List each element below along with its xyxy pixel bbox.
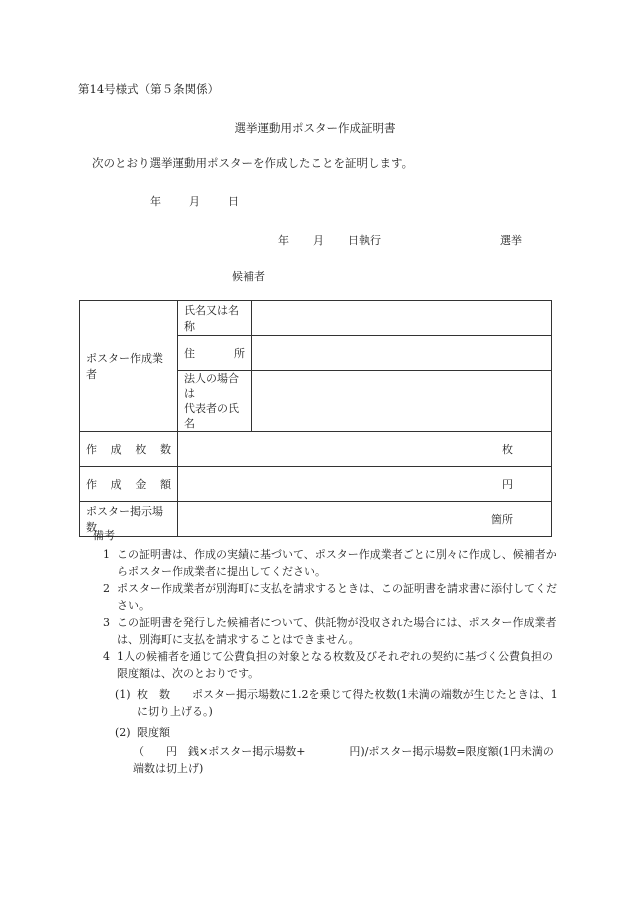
certificate-table xyxy=(79,300,552,537)
count-label-char: 作 xyxy=(86,443,97,456)
candidate-label: 候補者 xyxy=(232,270,265,283)
date-day: 日 xyxy=(228,195,239,208)
note-text: ポスター作成業者が別海町に支払を請求するときは、この証明書を請求書に添付してください。 xyxy=(117,582,557,612)
sub-item-limit xyxy=(93,724,563,741)
sub-text: 限度額 xyxy=(137,726,170,739)
sub-item-count xyxy=(93,686,563,720)
date-month: 月 xyxy=(189,195,200,208)
note-item xyxy=(93,648,563,682)
limit-formula: （ 円 銭×ポスター掲示場数+ 円)/ポスター掲示場数=限度額(1円未満の端数は切上げ) xyxy=(133,745,554,775)
name-label-cell xyxy=(178,301,252,336)
note-text: 1人の候補者を通じて公費負担の対象となる枚数及びそれぞれの契約に基づく公費負担の限度額は、次のとおりです。 xyxy=(117,650,553,680)
election-date xyxy=(278,232,381,248)
amount-unit: 円 xyxy=(502,478,513,491)
maker-label-cell xyxy=(80,301,178,432)
note-number: 3 xyxy=(103,616,110,629)
form-number: 第14号様式（第５条関係） xyxy=(78,82,220,96)
amount-label-char: 額 xyxy=(159,478,171,491)
notes-section xyxy=(93,527,563,777)
address-label-cell xyxy=(178,336,252,371)
amount-label-char: 成 xyxy=(110,478,122,491)
note-item xyxy=(93,546,563,580)
date-year: 年 xyxy=(150,195,161,208)
count-value-cell[interactable] xyxy=(178,432,552,467)
note-item xyxy=(93,614,563,648)
note-item xyxy=(93,580,563,614)
certification-date xyxy=(150,193,239,209)
table-row xyxy=(80,301,552,336)
count-unit: 枚 xyxy=(502,443,513,456)
name-value-cell[interactable] xyxy=(252,301,552,336)
table-row xyxy=(80,432,552,467)
note-text: この証明書を発行した候補者について、供託物が没収された場合には、ポスター作成業者は、別海町に支払を請求することはできません。 xyxy=(117,616,557,646)
sub-text: 枚 数 ポスター掲示場数に1.2を乗じて得た枚数(1未満の端数が生じたときは、1に切り上げる。) xyxy=(137,688,558,718)
maker-label: ポスター作成業者 xyxy=(86,352,163,381)
exec-month: 月 xyxy=(313,234,324,247)
address-label-b: 所 xyxy=(234,347,245,360)
sub-number: (2) xyxy=(115,726,131,739)
election-label: 選挙 xyxy=(500,234,522,247)
amount-label-char: 作 xyxy=(86,478,97,491)
note-number: 1 xyxy=(103,548,110,561)
amount-label-cell xyxy=(80,467,178,502)
corp-value-cell[interactable] xyxy=(252,371,552,432)
count-label-cell xyxy=(80,432,178,467)
address-label-a: 住 xyxy=(184,347,195,360)
corp-label-cell xyxy=(178,371,252,432)
amount-value-cell[interactable] xyxy=(178,467,552,502)
exec-day: 日執行 xyxy=(348,234,381,247)
note-number: 2 xyxy=(103,582,110,595)
exec-year: 年 xyxy=(278,234,289,247)
address-value-cell[interactable] xyxy=(252,336,552,371)
places-unit: 箇所 xyxy=(491,513,513,526)
name-label: 氏名又は名称 xyxy=(184,304,239,333)
note-text: この証明書は、作成の実績に基づいて、ポスター作成業者ごとに別々に作成し、候補者からポスター作成業者に提出してください。 xyxy=(117,548,557,578)
corp-label-1: 法人の場合は xyxy=(184,372,239,400)
corp-label-2: 代表者の氏名 xyxy=(184,402,239,430)
table-row xyxy=(80,467,552,502)
intro-text: 次のとおり選挙運動用ポスターを作成したことを証明します。 xyxy=(92,156,414,170)
document-title: 選挙運動用ポスター作成証明書 xyxy=(234,121,396,135)
places-label: ポスター掲示場数 xyxy=(86,505,163,534)
amount-label-char: 金 xyxy=(135,478,147,491)
note-number: 4 xyxy=(103,650,110,663)
notes-heading: 備考 xyxy=(93,529,115,542)
count-label-char: 数 xyxy=(159,443,171,456)
count-label-char: 枚 xyxy=(135,443,147,456)
sub-number: (1) xyxy=(115,688,131,701)
count-label-char: 成 xyxy=(110,443,122,456)
